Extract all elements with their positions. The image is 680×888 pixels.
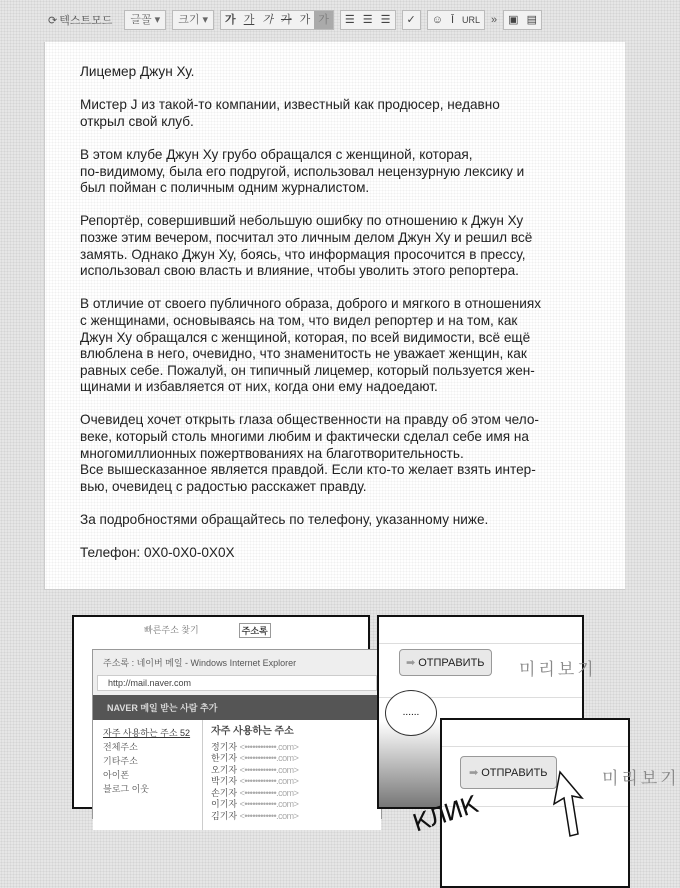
paragraph	[80, 296, 580, 396]
text-line: позже этим вечером, посчитал это личным делом Джун Ху и решил всё	[80, 229, 533, 245]
contact-email: <••••••••••••.com>	[239, 799, 299, 809]
paragraph	[80, 545, 580, 562]
spellcheck-icon: ✓	[406, 14, 416, 26]
group-item[interactable]: 블로그 이웃	[103, 784, 149, 794]
send-button-clicked[interactable]: ➡ ОТПРАВИТЬ	[460, 756, 557, 789]
contact-row[interactable]	[211, 811, 373, 823]
contact-name: 정기자	[211, 741, 238, 752]
contact-name: 손기자	[211, 787, 238, 798]
paragraph	[80, 213, 580, 279]
file-icon[interactable]: ▤	[526, 14, 537, 26]
text-line: В отличие от своего публичного образа, доброго и мягкого в отношениях	[80, 296, 541, 312]
group-item[interactable]: 자주 사용하는 주소 52	[103, 728, 191, 738]
naver-mail-header: NAVER 메일 받는 사람 추가	[93, 695, 381, 720]
paragraph	[80, 512, 580, 529]
text-line: многомиллионных пожертвованиях на благотворительность.	[80, 445, 464, 461]
arrow-right-icon: ➡	[469, 767, 479, 779]
text-line: с женщинами, основываясь на том, что видел репортер и на том, как	[80, 312, 518, 328]
preview-label[interactable]: 미리보기	[602, 769, 680, 788]
text-line: Телефон: 0X0-0X0-0X0X	[80, 545, 235, 561]
contact-email: <••••••••••••.com>	[239, 764, 299, 775]
spellcheck-button[interactable]	[402, 10, 421, 30]
emoticon-icon[interactable]: ☺	[431, 14, 443, 26]
quick-search: 빠른주소 찾기 주소록	[144, 623, 271, 638]
text-line: Джун Ху обращался с женщиной, которая, по всей видимости, всё ещё	[80, 329, 531, 345]
contact-row[interactable]	[211, 753, 373, 765]
text-line: открыл свой клуб.	[80, 113, 194, 129]
align-center-icon[interactable]: ☰	[362, 14, 373, 26]
contact-email: <••••••••••••.com>	[239, 753, 299, 763]
text-line: Репортёр, совершивший небольшую ошибку по отношению к Джун Ху	[80, 213, 524, 229]
paragraph	[80, 64, 580, 81]
paragraph	[80, 147, 580, 197]
paragraph	[80, 412, 580, 495]
group-item[interactable]: 기타주소	[103, 756, 138, 766]
click-sfx: КЛИК	[409, 790, 481, 838]
contact-name: 박기자	[211, 776, 238, 786]
contact-row[interactable]	[211, 776, 373, 788]
align-left-icon[interactable]: ☰	[344, 14, 355, 26]
contact-row[interactable]	[211, 788, 373, 800]
text-line: замять. Однако Джун Ху, боясь, что информация просочится в прессу,	[80, 246, 526, 262]
text-style-group	[220, 10, 334, 30]
image-icon[interactable]: ▣	[508, 14, 519, 26]
contact-row[interactable]	[211, 765, 373, 777]
contact-row[interactable]	[211, 799, 373, 811]
text-line: равных себе. Пожалуй, он типичный лицемер, который пользуется жен-	[80, 362, 535, 378]
address-book-button[interactable]: 주소록	[239, 623, 271, 638]
group-item[interactable]: 아이폰	[103, 770, 130, 780]
contact-name: 이기자	[211, 799, 238, 809]
bold-button[interactable]: 가	[225, 14, 236, 26]
size-select[interactable]: 크기 ▾	[172, 10, 214, 30]
text-line: влюблена в него, очевидно, что знаменитость не уважает женщин, как	[80, 346, 527, 362]
align-right-icon[interactable]: ☰	[380, 14, 391, 26]
text-line: Мистер J из такой-то компании, известный как продюсер, недавно	[80, 97, 500, 113]
contact-row[interactable]	[211, 742, 373, 754]
group-item[interactable]: 전체주소	[103, 742, 138, 752]
contact-email: <••••••••••••.com>	[239, 787, 299, 798]
more-button[interactable]: »	[491, 14, 498, 26]
text-line: использовал свою власть и влияние, чтобы уволить этого репортера.	[80, 263, 519, 279]
text-line: щинами и избавляется от них, когда они ему надоедают.	[80, 379, 438, 395]
address-groups	[93, 720, 203, 830]
text-mode-button[interactable]: ⟳ 텍스트모드	[48, 14, 113, 27]
text-line: Очевидец хочет открыть глаза общественности на правду об этом чело-	[80, 412, 539, 428]
text-line: веке, который столь многими любим и фактически сделал себе имя на	[80, 429, 529, 445]
text-line: по-видимому, была его подругой, использовал нецензурную лексику и	[80, 163, 525, 179]
text-line: В этом клубе Джун Ху грубо обращался с женщиной, которая,	[80, 146, 473, 162]
contact-name: 오기자	[211, 764, 238, 775]
insert-group	[427, 10, 485, 30]
panel-address-book	[72, 615, 370, 821]
text-line: За подробностями обращайтесь по телефону, указанному ниже.	[80, 512, 489, 528]
contact-name: 한기자	[211, 753, 238, 763]
highlight-button[interactable]: 가	[314, 11, 333, 29]
contact-list	[203, 720, 381, 830]
contact-name: 김기자	[211, 810, 238, 821]
font-color-button[interactable]: 가	[299, 14, 311, 26]
arrow-right-icon: ➡	[406, 657, 416, 669]
line-height-icon[interactable]: Ī	[450, 14, 455, 26]
underline-button[interactable]: 가	[243, 14, 255, 26]
image-group	[503, 10, 542, 30]
text-line: Все вышесказанное является правдой. Если кто-то желает взять интер-	[80, 462, 536, 478]
url-button[interactable]: URL	[462, 15, 481, 25]
refresh-icon: ⟳	[48, 14, 58, 27]
address-bar[interactable]: http://mail.naver.com	[97, 675, 377, 691]
text-line: вью, очевидец с радостью расскажет правду.	[80, 478, 367, 494]
send-button[interactable]: ➡ ОТПРАВИТЬ	[399, 649, 492, 676]
contact-email: <••••••••••••.com>	[239, 810, 299, 821]
paragraph	[80, 97, 580, 130]
italic-button[interactable]: 가	[262, 14, 273, 26]
window-title: 주소록 : 네이버 메일 - Windows Internet Explorer	[103, 658, 297, 668]
text-line: был пойман с поличным одним журналистом.	[80, 180, 370, 196]
ie-window	[92, 649, 382, 819]
preview-label[interactable]: 미리보기	[519, 660, 597, 679]
text-line: Лицемер Джун Ху.	[80, 64, 195, 79]
align-group	[340, 10, 396, 30]
contact-email: <••••••••••••.com>	[239, 776, 299, 786]
post-body[interactable]	[80, 64, 580, 578]
font-select[interactable]: 글꼴 ▾	[124, 10, 166, 30]
editor-toolbar	[0, 0, 625, 40]
speech-bubble: ......	[385, 690, 437, 736]
strike-button[interactable]: 가	[280, 14, 292, 26]
contact-email: <••••••••••••.com>	[239, 741, 299, 752]
mouse-cursor-icon	[548, 770, 588, 850]
contact-list-title: 자주 사용하는 주소	[211, 726, 294, 737]
